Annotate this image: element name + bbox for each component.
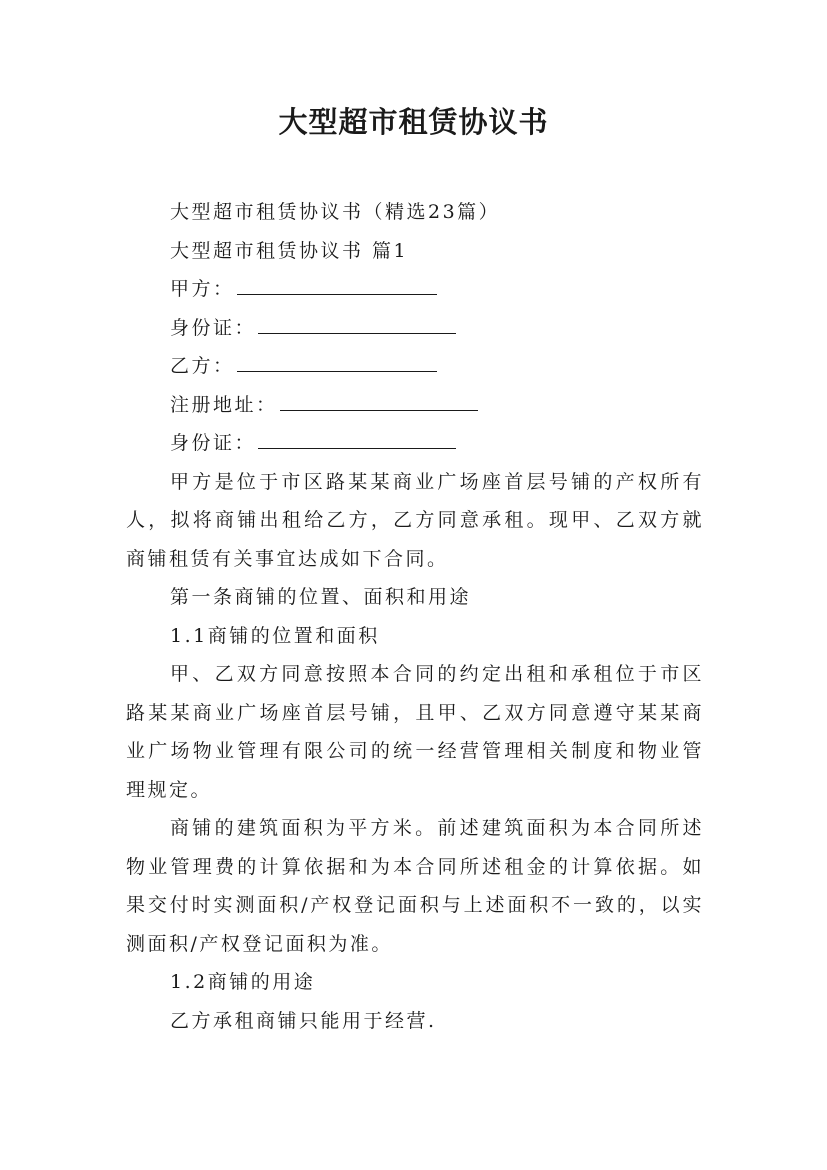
clause-1-2-heading: 1.2商铺的用途 [170, 971, 316, 993]
party-b-field [126, 347, 704, 386]
id-card-a-field [126, 309, 704, 348]
id-card-b-label: 身份证： [170, 432, 257, 454]
registered-address-blank [280, 392, 478, 411]
document-title: 大型超市租赁协议书 [278, 105, 549, 139]
id-card-b-blank [258, 430, 456, 449]
area-paragraph: 商铺的建筑面积为平方米。前述建筑面积为本合同所述物业管理费的计算依据和为本合同所述租金的计算依据。如果交付时实测面积/产权登记面积与上述面积不一致的，以实测面积/产权登记面积为准。 [126, 817, 704, 955]
id-card-b-field [126, 424, 704, 463]
registered-address-label: 注册地址： [170, 393, 278, 416]
party-a-label: 甲方： [170, 278, 235, 300]
clause-1-1-paragraph: 甲、乙双方同意按照本合同的约定出租和承租位于市区路某某商业广场座首层号铺，且甲、乙双方同意遵守某某商业广场物业管理有限公司的统一经营管理相关制度和物业管理规定。 [126, 663, 704, 801]
id-card-a-label: 身份证： [170, 316, 257, 339]
party-b-blank [237, 353, 437, 372]
section-heading: 大型超市租赁协议书 篇1 [170, 239, 409, 262]
id-card-a-blank [258, 315, 456, 334]
party-a-blank [237, 276, 437, 295]
article-1-heading: 第一条商铺的位置、面积和用途 [170, 586, 472, 608]
party-a-field [126, 270, 704, 309]
document-body [126, 193, 704, 1040]
clause-1-2-paragraph: 乙方承租商铺只能用于经营. [170, 1009, 437, 1032]
registered-address-field [126, 386, 704, 425]
intro-paragraph: 甲方是位于市区路某某商业广场座首层号铺的产权所有人，拟将商铺出租给乙方，乙方同意承租。现甲、乙双方就商铺租赁有关事宜达成如下合同。 [126, 470, 704, 570]
party-b-label: 乙方： [170, 355, 235, 377]
clause-1-1-heading: 1.1商铺的位置和面积 [170, 624, 380, 647]
document-subtitle: 大型超市租赁协议书（精选23篇） [170, 201, 501, 223]
